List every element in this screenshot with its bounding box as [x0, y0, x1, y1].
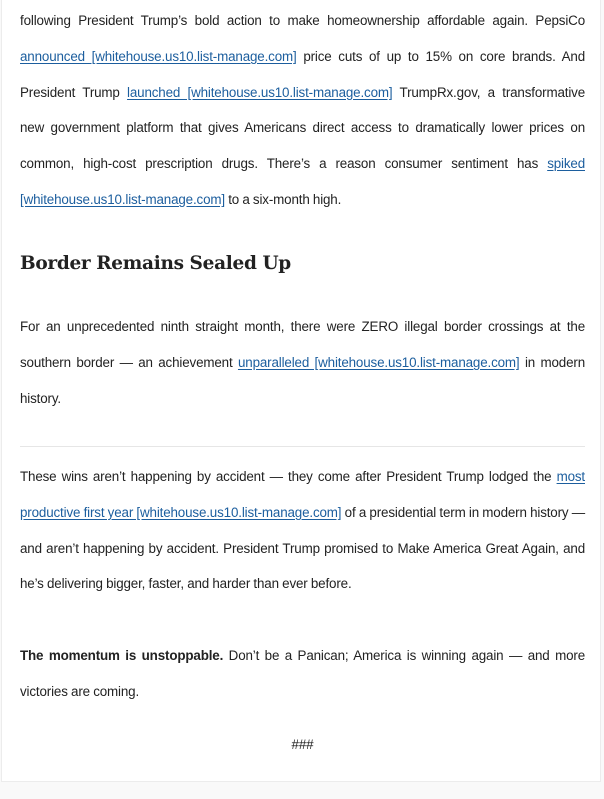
text: price cuts of up to 15% on core brands. And President Trump [20, 48, 585, 100]
link-most-productive[interactable]: most productive first year [whitehouse.us10.list-manage.com] [20, 469, 585, 520]
divider [20, 446, 585, 447]
text: TrumpRx.gov, a transformative new government platform that gives Americans direct access to dramatically lower prices on common, high-cost prescription drugs. There’s a reason consumer sentiment has [20, 84, 585, 172]
paragraph-momentum [20, 638, 585, 710]
section-heading: Border Remains Sealed Up [20, 253, 291, 274]
link-unparalleled[interactable]: unparalleled [whitehouse.us10.list-manage.com] [237, 354, 520, 370]
email-body-card [1, 0, 601, 782]
paragraph-economy [20, 3, 585, 218]
paragraph-wins [20, 459, 585, 602]
text: of a presidential term in modern history — and aren’t happening by accident. President Trump promised to Make America Great Again, and he’s delivering bigger, faster, and harder than ever before. [20, 504, 585, 592]
bold-lead: The momentum is unstoppable. [20, 648, 224, 663]
link-announced[interactable]: announced [whitehouse.us10.list-manage.com] [20, 48, 297, 64]
text: For an unprecedented ninth straight month, there were ZERO illegal border crossings at the southern border — an achievement [20, 319, 585, 370]
text: Don’t be a Panican; America is winning again — and more victories are coming. [20, 648, 585, 699]
text: to a six-month high. [224, 191, 342, 207]
link-spiked[interactable]: spiked [whitehouse.us10.list-manage.com] [20, 156, 585, 207]
end-mark: ### [291, 737, 314, 752]
text: following President Trump’s bold action to make homeownership affordable again. PepsiCo [20, 13, 585, 28]
paragraph-border [20, 309, 585, 416]
text: in modern history. [20, 354, 585, 406]
link-launched[interactable]: launched [whitehouse.us10.list-manage.com] [127, 84, 393, 100]
text: These wins aren’t happening by accident — they come after President Trump lodged the [20, 469, 557, 484]
